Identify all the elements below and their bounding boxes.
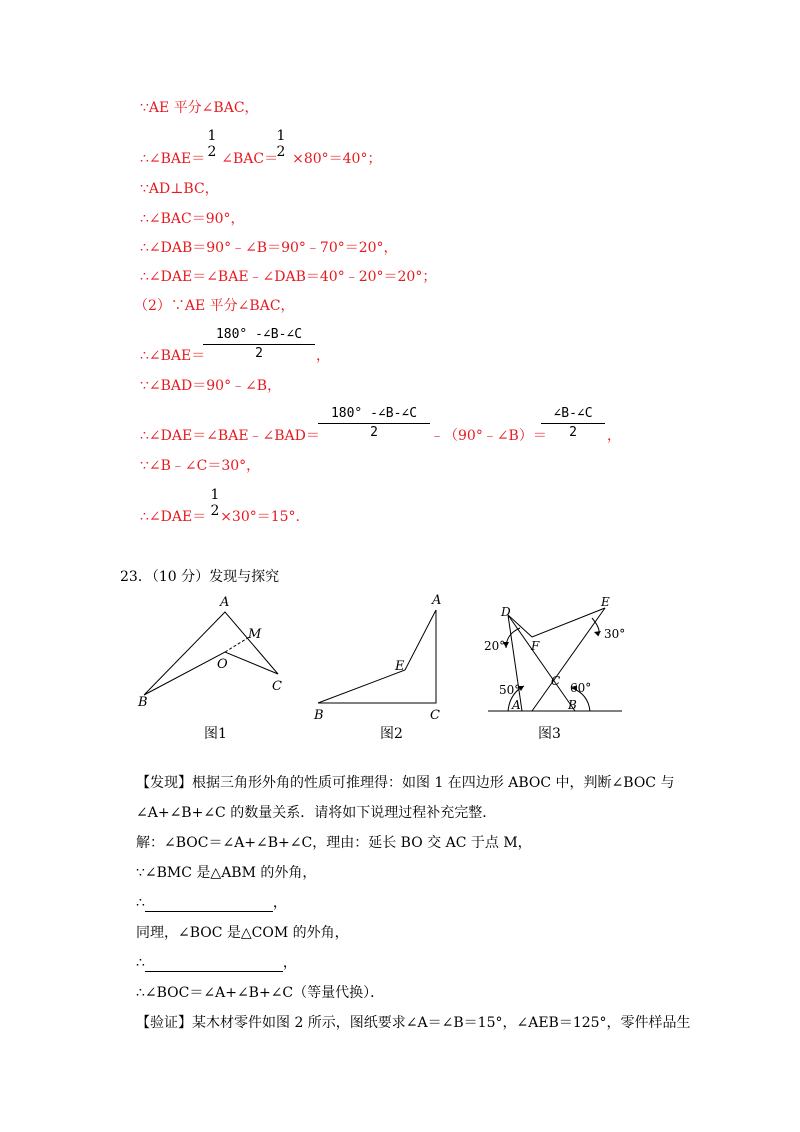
answer-blank-1[interactable] bbox=[145, 897, 273, 912]
label-b: B bbox=[138, 695, 148, 710]
fraction-den: 2 bbox=[370, 425, 378, 440]
solution-line-12-pre: ∴∠DAE＝ bbox=[140, 509, 207, 525]
solve-line-5 bbox=[136, 954, 297, 972]
figure-1-quadrilateral bbox=[144, 612, 278, 695]
fraction-num: 180° -∠B-∠C bbox=[215, 327, 303, 342]
solve-line-6: ∴∠BOC＝∠A+∠B+∠C（等量代换）． bbox=[136, 985, 385, 1001]
label-c: C bbox=[272, 679, 282, 694]
label-60-degrees: 60° bbox=[570, 681, 592, 695]
figure-3-line-ae bbox=[532, 608, 605, 711]
fraction-den: 2 bbox=[207, 144, 217, 160]
solution-line-4: ∴∠BAC＝90°， bbox=[140, 211, 245, 227]
fraction-half-2 bbox=[274, 128, 288, 160]
label-d: D bbox=[501, 605, 511, 619]
fraction-num: 180° -∠B-∠C bbox=[330, 406, 418, 421]
label-c: C bbox=[551, 674, 561, 688]
solve-line-5-post: ， bbox=[282, 955, 297, 971]
fraction-num: ∠B-∠C bbox=[553, 406, 593, 421]
solve-line-4: 同理，∠BOC 是△COM 的外角， bbox=[136, 925, 349, 941]
answer-blank-2[interactable] bbox=[145, 957, 283, 972]
solution-line-3: ∵AD⊥BC， bbox=[140, 181, 219, 197]
label-e: E bbox=[395, 659, 405, 674]
fraction-den: 2 bbox=[569, 425, 577, 440]
fraction-half-1 bbox=[205, 128, 219, 160]
label-b: B bbox=[314, 708, 324, 723]
solution-line-2-mid: ∠BAC＝ bbox=[221, 151, 279, 167]
solution-line-10-mid: ﹣（90°﹣∠B）＝ bbox=[430, 428, 547, 444]
solve-line-1: 解：∠BOC＝∠A+∠B+∠C，理由：延长 BO 交 AC 于点 M， bbox=[136, 835, 532, 851]
fraction-180-1 bbox=[203, 327, 315, 362]
solution-line-8-pre: ∴∠BAE＝ bbox=[140, 348, 206, 364]
label-m: M bbox=[248, 627, 262, 642]
figure-3-caption: 图3 bbox=[538, 726, 561, 742]
solution-line-1: ∵AE 平分∠BAC， bbox=[140, 100, 259, 116]
verify-line: 【验证】某木材零件如图 2 所示，图纸要求∠A＝∠B＝15°，∠AEB＝125°，零件样品生 bbox=[136, 1015, 691, 1031]
figure-3 bbox=[480, 590, 630, 720]
solve-line-5-pre: ∴ bbox=[136, 955, 145, 971]
label-30-degrees: 30° bbox=[604, 627, 626, 641]
fraction-num: 1 bbox=[276, 128, 286, 144]
problem-title: 23．（10 分）发现与探究 bbox=[120, 569, 280, 585]
solution-line-9: ∵∠BAD＝90°﹣∠B， bbox=[140, 378, 282, 394]
figure-2-caption: 图2 bbox=[380, 726, 403, 742]
solve-line-3-post: ， bbox=[272, 895, 287, 911]
arc-20 bbox=[506, 628, 520, 648]
fraction-bar bbox=[318, 423, 430, 424]
arrow-30 bbox=[594, 631, 601, 636]
fraction-180-2 bbox=[318, 406, 430, 441]
fraction-half-3 bbox=[208, 487, 222, 519]
figure-1-caption: 图1 bbox=[204, 726, 227, 742]
solve-line-2: ∵∠BMC 是△ABM 的外角， bbox=[136, 865, 317, 881]
fraction-num: 1 bbox=[210, 487, 220, 503]
fraction-den: 2 bbox=[210, 503, 220, 519]
discover-line-1: 【发现】根据三角形外角的性质可推理得：如图 1 在四边形 ABOC 中，判断∠BOC 与 bbox=[136, 775, 675, 791]
solution-line-7: （2）∵AE 平分∠BAC， bbox=[134, 298, 295, 314]
figure-2 bbox=[310, 590, 450, 725]
solve-line-3-pre: ∴ bbox=[136, 895, 145, 911]
figure-2-shape bbox=[318, 610, 436, 703]
label-c: C bbox=[430, 708, 440, 723]
solution-line-2-pre: ∴∠BAE＝ bbox=[140, 151, 206, 167]
solution-line-8-post: ， bbox=[316, 348, 330, 364]
label-20-degrees: 20° bbox=[484, 639, 506, 653]
label-f: F bbox=[531, 639, 540, 653]
discover-line-2: ∠A+∠B+∠C 的数量关系．请将如下说理过程补充完整． bbox=[136, 805, 497, 821]
figure-3-line-ef bbox=[532, 608, 605, 637]
label-e: E bbox=[601, 595, 610, 609]
fraction-bc bbox=[541, 406, 605, 441]
fraction-num: 1 bbox=[207, 128, 217, 144]
solution-line-2 bbox=[140, 150, 381, 168]
label-50-degrees: 50° bbox=[499, 683, 521, 697]
solution-line-10-pre: ∴∠DAE＝∠BAE﹣∠BAD＝ bbox=[140, 428, 320, 444]
solution-line-2-post: ×80°＝40°； bbox=[292, 151, 382, 167]
label-b: B bbox=[568, 698, 577, 712]
label-a: A bbox=[220, 595, 230, 610]
fraction-bar bbox=[203, 344, 315, 345]
solution-line-11: ∵∠B﹣∠C＝30°， bbox=[140, 458, 261, 474]
label-o: O bbox=[217, 657, 228, 672]
figure-1 bbox=[130, 590, 300, 720]
solve-line-3 bbox=[136, 894, 287, 912]
label-a: A bbox=[432, 593, 442, 608]
label-a: A bbox=[512, 698, 521, 712]
solution-line-6: ∴∠DAE＝∠BAE﹣∠DAB＝40°﹣20°＝20°； bbox=[140, 269, 437, 285]
fraction-bar bbox=[541, 423, 605, 424]
solution-line-10-post: ， bbox=[607, 428, 621, 444]
solution-line-12-post: ×30°＝15°. bbox=[220, 509, 301, 525]
solution-line-5: ∴∠DAB＝90°﹣∠B＝90°﹣70°＝20°， bbox=[140, 240, 398, 256]
fraction-den: 2 bbox=[276, 144, 286, 160]
fraction-den: 2 bbox=[255, 346, 263, 361]
